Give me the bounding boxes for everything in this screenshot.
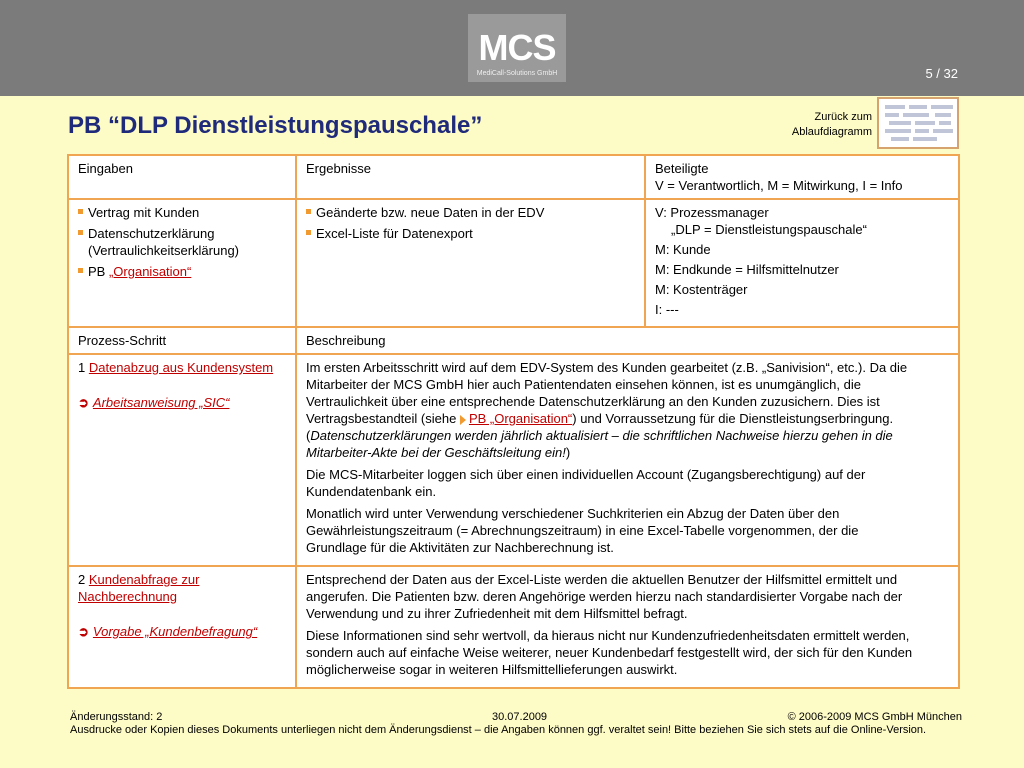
list-item: Excel-Liste für Datenexport bbox=[306, 225, 635, 242]
logo-text: MCS bbox=[478, 27, 556, 68]
step-link-customer-survey[interactable]: Kundenabfrage zur Nachberechnung bbox=[78, 572, 200, 604]
back-link-line2: Ablaufdiagramm bbox=[791, 126, 872, 138]
footer-date: 30.07.2009 bbox=[492, 711, 548, 723]
copyright: © 2006-2009 MCS GmbH München bbox=[787, 711, 962, 723]
col-header-participants: Beteiligte V = Verantwortlich, M = Mitwirkung, I = Info bbox=[645, 155, 959, 199]
table-header-row bbox=[68, 155, 959, 199]
process-header-row bbox=[68, 327, 959, 354]
mcs-logo bbox=[468, 14, 566, 82]
organisation-link[interactable]: „Organisation“ bbox=[108, 264, 192, 279]
revision-status: Änderungsstand: 2 bbox=[70, 711, 163, 723]
col-header-step: Prozess-Schritt bbox=[68, 327, 296, 354]
list-item: PB „Organisation“ bbox=[78, 263, 286, 280]
col-header-results: Ergebnisse bbox=[296, 155, 645, 199]
participants-cell: V: Prozessmanager „DLP = Dienstleistungspauschale“ M: Kunde M: Endkunde = Hilfsmittelnutzer M: Kostenträger I: --- bbox=[645, 199, 959, 327]
organisation-ref-link[interactable]: PB „Organisation“ bbox=[468, 411, 573, 426]
disclaimer: Ausdrucke oder Kopien dieses Dokuments unterliegen nicht dem Änderungsdienst – die Angaben können ggf. veraltet sein! Bitte beziehen Sie sich stets auf die Online-Version. bbox=[70, 724, 927, 736]
col-header-inputs: Eingaben bbox=[68, 155, 296, 199]
col-header-description: Beschreibung bbox=[296, 327, 959, 354]
results-cell bbox=[296, 199, 645, 327]
list-item: Vertrag mit Kunden bbox=[78, 204, 286, 221]
back-link-line1: Zurück zum bbox=[814, 111, 872, 123]
table-row bbox=[68, 199, 959, 327]
work-instruction-sic-link[interactable]: Arbeitsanweisung „SIC“ bbox=[92, 395, 230, 410]
footer bbox=[70, 711, 962, 737]
description-cell: Entsprechend der Daten aus der Excel-Liste werden die aktuellen Benutzer der Hilfsmittel ermittelt und angerufen. Die Patienten bzw. deren Angehörige werden hierzu nach standardisierter Vorgabe nach der Verwendung und zu ihrer Zufriedenheit mit dem Hilfsmittel befragt. Diese Informationen sind sehr wertvoll, da hieraus nicht nur Kundenzufriedenheitsdaten ermittelt werden, sondern auch auf einfache Weise weiterer, neuer Kundenbedarf festgestellt wird, der sich für den Kunden möglicherweise sogar in weiteren Hilfsmittellieferungen auswirkt. bbox=[296, 566, 959, 688]
list-item: Geänderte bzw. neue Daten in der EDV bbox=[306, 204, 635, 221]
table-row bbox=[68, 566, 959, 688]
flowchart-thumbnail[interactable] bbox=[877, 97, 959, 149]
arrow-icon bbox=[460, 415, 466, 425]
page-title: PB “DLP Dienstleistungspauschale” bbox=[68, 112, 483, 139]
step-link-data-export[interactable]: Datenabzug aus Kundensystem bbox=[88, 360, 274, 375]
logo-subtitle: MediCall-Solutions GmbH bbox=[476, 70, 558, 77]
step-cell: 1 Datenabzug aus Kundensystem ➲ Arbeitsanweisung „SIC“ bbox=[68, 354, 296, 566]
arrow-right-icon: ➲ bbox=[78, 624, 89, 639]
survey-guideline-link[interactable]: Vorgabe „Kundenbefragung“ bbox=[92, 624, 258, 639]
page-indicator: 5 / 32 bbox=[925, 66, 958, 81]
description-cell: Im ersten Arbeitsschritt wird auf dem EDV-System des Kunden gearbeitet (z.B. „Sanivision“, etc.). Da die Mitarbeiter der MCS GmbH hier auch Patientendaten einsehen können, ist es unumgänglich, die Vertraulichkeit über eine entsprechende Datenschutzerklärung an den Kunden zuzusichern. Dies ist Vertragsbestandteil (siehe PB „Organisation“) und Vorraussetzung für die Dienstleistungserbringung. (Datenschutzerklärungen werden jährlich aktualisiert – die schriftlichen Nachweise hierzu gehen in die Mitarbeiter-Akte bei der Geschäftsleitung ein!) Die MCS-Mitarbeiter loggen sich über einen individuellen Account (Zugangsberechtigung) auf der Kundendatenbank ein. Monatlich wird unter Verwendung verschiedener Suchkriterien ein Abzug der Daten über den Gewährleistungszeitraum (= Abrechnungszeitraum) in eine Excel-Tabelle vorgenommen, der die Grundlage für die Aktivitäten zur Nachberechnung ist. bbox=[296, 354, 959, 566]
participants-legend: V = Verantwortlich, M = Mitwirkung, I = Info bbox=[655, 178, 903, 193]
process-table bbox=[67, 154, 960, 689]
table-row bbox=[68, 354, 959, 566]
list-item: Datenschutzerklärung (Vertraulichkeitserklärung) bbox=[78, 225, 286, 259]
arrow-right-icon: ➲ bbox=[78, 395, 89, 410]
header-bar bbox=[0, 0, 1024, 96]
step-cell: 2 Kundenabfrage zur Nachberechnung ➲ Vorgabe „Kundenbefragung“ bbox=[68, 566, 296, 688]
back-to-flowchart-link[interactable] bbox=[760, 110, 872, 140]
inputs-cell bbox=[68, 199, 296, 327]
